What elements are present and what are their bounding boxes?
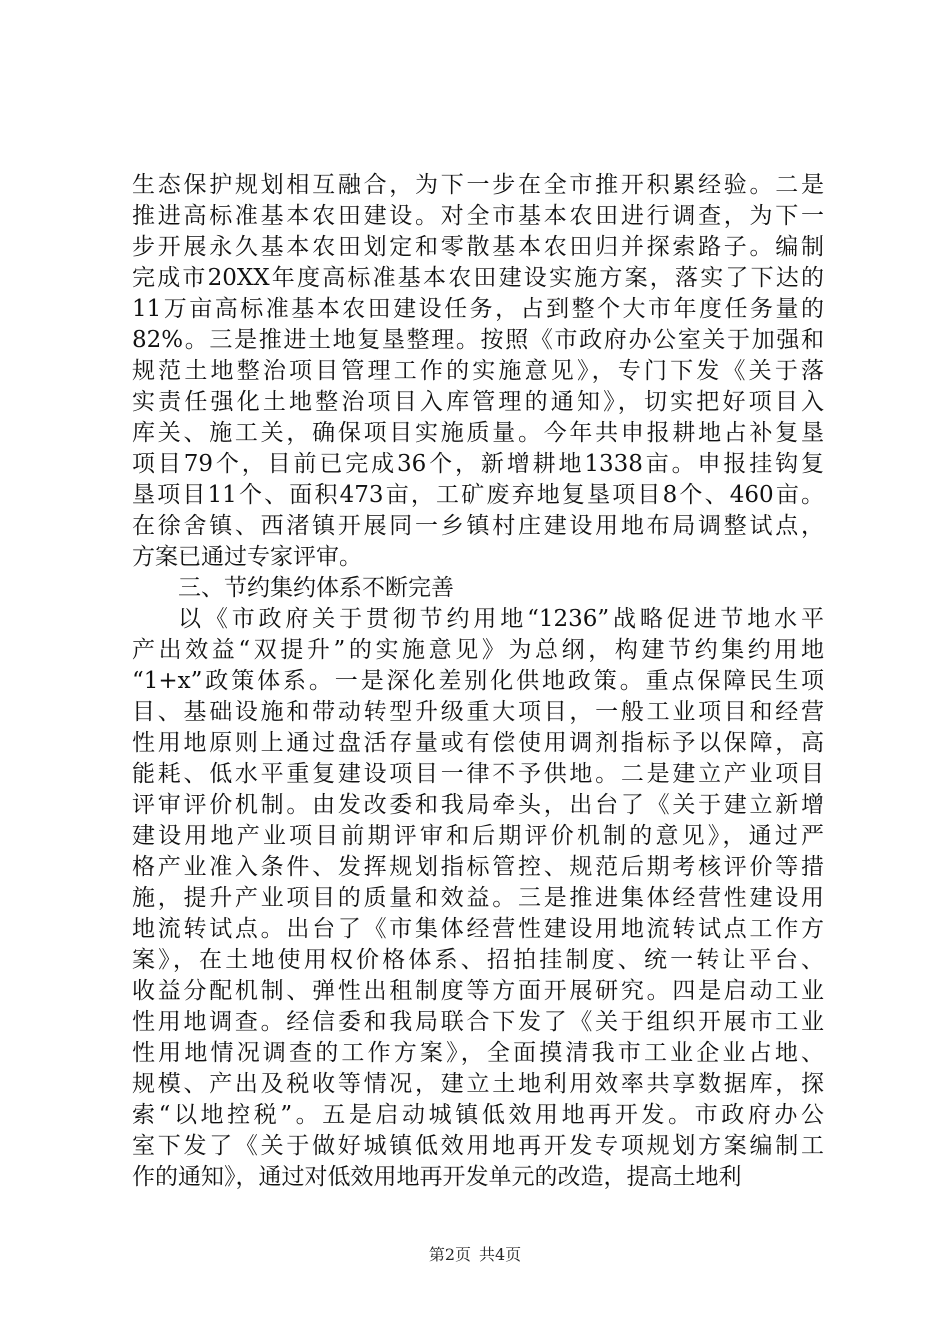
- document-body: [132, 170, 824, 1193]
- text-line: 完成市20XX年度高标准基本农田建设实施方案，落实了下达的: [132, 265, 824, 291]
- text-line: 能耗、低水平重复建设项目一律不予供地。二是建立产业项目: [132, 761, 824, 787]
- text-line: 方案已通过专家评审。: [132, 544, 362, 570]
- page-number-current: 第2页: [428, 1245, 471, 1264]
- text-line: 在徐舍镇、西渚镇开展同一乡镇村庄建设用地布局调整试点，: [132, 513, 824, 539]
- page-footer: [0, 1244, 950, 1266]
- text-line: 格产业准入条件、发挥规划指标管控、规范后期考核评价等措: [132, 854, 824, 880]
- text-line: 项目79个，目前已完成36个，新增耕地1338亩。申报挂钩复: [132, 451, 824, 477]
- text-line: 评审评价机制。由发改委和我局牵头，出台了《关于建立新增: [132, 792, 824, 818]
- text-line: 11万亩高标准基本农田建设任务，占到整个大市年度任务量的: [132, 296, 824, 322]
- text-line: 82%。三是推进土地复垦整理。按照《市政府办公室关于加强和: [132, 327, 824, 353]
- text-line: 收益分配机制、弹性出租制度等方面开展研究。四是启动工业: [132, 978, 824, 1004]
- text-line: 以《市政府关于贯彻节约用地“1236”战略促进节地水平: [178, 606, 824, 632]
- text-line: 规范土地整治项目管理工作的实施意见》，专门下发《关于落: [132, 358, 824, 384]
- text-line: 目、基础设施和带动转型升级重大项目，一般工业项目和经营: [132, 699, 824, 725]
- text-line: 实责任强化土地整治项目入库管理的通知》，切实把好项目入: [132, 389, 824, 415]
- text-line: 建设用地产业项目前期评审和后期评价机制的意见》，通过严: [132, 823, 824, 849]
- text-line: 施，提升产业项目的质量和效益。三是推进集体经营性建设用: [132, 885, 824, 911]
- paragraph-land-reclamation: [132, 170, 824, 573]
- paragraph-land-saving-policy: [132, 604, 824, 1193]
- text-line: 规模、产出及税收等情况，建立土地利用效率共享数据库，探: [132, 1071, 824, 1097]
- text-line: 作的通知》，通过对低效用地再开发单元的改造，提高土地利: [132, 1164, 742, 1190]
- text-line: 地流转试点。出台了《市集体经营性建设用地流转试点工作方: [132, 916, 824, 942]
- text-line: 步开展永久基本农田划定和零散基本农田归并探索路子。编制: [132, 234, 824, 260]
- text-line: 索“以地控税”。五是启动城镇低效用地再开发。市政府办公: [132, 1102, 824, 1128]
- section-heading-text: 三、节约集约体系不断完善: [178, 575, 454, 601]
- text-line: 室下发了《关于做好城镇低效用地再开发专项规划方案编制工: [132, 1133, 824, 1159]
- text-line: 性用地情况调查的工作方案》，全面摸清我市工业企业占地、: [132, 1040, 824, 1066]
- text-line: 垦项目11个、面积473亩，工矿废弃地复垦项目8个、460亩。: [132, 482, 824, 508]
- text-line: 库关、施工关，确保项目实施质量。今年共申报耕地占补复垦: [132, 420, 824, 446]
- text-line: “1+x”政策体系。一是深化差别化供地政策。重点保障民生项: [132, 668, 824, 694]
- text-line: 推进高标准基本农田建设。对全市基本农田进行调查，为下一: [132, 203, 824, 229]
- text-line: 性用地原则上通过盘活存量或有偿使用调剂指标予以保障，高: [132, 730, 824, 756]
- section-heading: [132, 573, 824, 604]
- text-line: 产出效益“双提升”的实施意见》为总纲，构建节约集约用地: [132, 637, 824, 663]
- page-number-total: 共4页: [479, 1245, 522, 1264]
- text-line: 案》，在土地使用权价格体系、招拍挂制度、统一转让平台、: [132, 947, 824, 973]
- text-line: 生态保护规划相互融合，为下一步在全市推开积累经验。二是: [132, 172, 824, 198]
- text-line: 性用地调查。经信委和我局联合下发了《关于组织开展市工业: [132, 1009, 824, 1035]
